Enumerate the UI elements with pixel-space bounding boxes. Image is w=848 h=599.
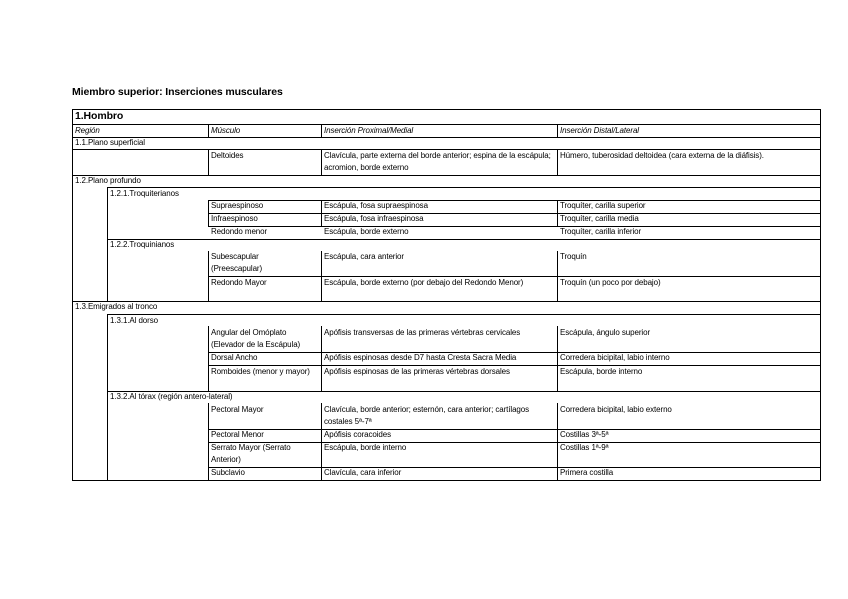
proximal-insertion: Apófisis transversas de las primeras vértebras cervicales: [324, 328, 521, 337]
row-divider: [208, 226, 821, 227]
table-border-bottom: [72, 480, 821, 481]
muscle-name: Subescapular (Preescapular): [211, 252, 263, 273]
proximal-insertion: Escápula, borde interno: [324, 443, 407, 452]
muscle-name: Deltoides: [211, 151, 244, 160]
muscle-name: Serrato Mayor (Serrato Anterior): [211, 443, 291, 464]
subgroup-troquinianos: 1.2.2.Troquinianos: [110, 240, 175, 249]
col-divider: [107, 314, 108, 480]
col-divider: [208, 326, 209, 391]
insertions-table: [72, 109, 821, 481]
header-musculo: Músculo: [211, 126, 241, 135]
proximal-insertion: Apófisis espinosas desde D7 hasta Cresta Sacra Media: [324, 353, 517, 362]
col-divider: [208, 124, 209, 137]
page-title: Miembro superior: Inserciones musculares: [72, 86, 283, 98]
col-divider: [107, 187, 108, 301]
muscle-name: Pectoral Mayor: [211, 405, 264, 414]
col-divider: [208, 403, 209, 480]
header-proximal: Inserción Proximal/Medial: [324, 126, 414, 135]
muscle-name: Redondo menor: [211, 227, 268, 236]
row-divider: [208, 467, 821, 468]
row-divider: [72, 124, 821, 125]
muscle-name: Supraespinoso: [211, 201, 264, 210]
row-divider: [208, 429, 821, 430]
muscle-name: Infraespinoso: [211, 214, 258, 223]
muscle-name: Subclavio: [211, 468, 245, 477]
table-border-left: [72, 109, 73, 481]
proximal-insertion: Clavícula, parte externa del borde anterior; espina de la escápula; acromion, borde externo: [324, 151, 551, 172]
proximal-insertion: Apófisis coracoides: [324, 430, 392, 439]
group-plano-profundo: 1.2.Plano profundo: [75, 176, 141, 185]
col-divider: [321, 403, 322, 480]
col-divider: [208, 251, 209, 301]
col-divider: [321, 124, 322, 137]
col-divider: [557, 403, 558, 480]
col-divider: [321, 149, 322, 175]
col-divider: [557, 124, 558, 137]
row-divider: [107, 314, 821, 315]
section-title: 1.Hombro: [75, 110, 124, 122]
col-divider: [557, 326, 558, 391]
muscle-name: Romboides (menor y mayor): [211, 367, 310, 376]
col-divider: [321, 200, 322, 227]
subgroup-al-torax: 1.3.2.Al tórax (región antero-lateral): [110, 392, 233, 401]
col-divider: [557, 200, 558, 227]
row-divider: [72, 137, 821, 138]
distal-insertion: Escápula, ángulo superior: [560, 328, 651, 337]
distal-insertion: Troquíter, carilla media: [560, 214, 639, 223]
muscle-name: Pectoral Menor: [211, 430, 264, 439]
proximal-insertion: Escápula, cara anterior: [324, 252, 404, 261]
header-region: Región: [75, 126, 100, 135]
row-divider: [107, 187, 821, 188]
row-divider: [208, 213, 821, 214]
distal-insertion: Corredera bicipital, labio interno: [560, 353, 670, 362]
subgroup-al-dorso: 1.3.1.Al dorso: [110, 316, 158, 325]
row-divider: [107, 239, 821, 240]
row-divider: [72, 175, 821, 176]
distal-insertion: Primera costilla: [560, 468, 614, 477]
header-distal: Inserción Distal/Lateral: [560, 126, 639, 135]
distal-insertion: Húmero, tuberosidad deltoidea (cara externa de la diáfisis).: [560, 151, 764, 160]
distal-insertion: Troquíter, carilla superior: [560, 201, 646, 210]
row-divider: [72, 301, 821, 302]
col-divider: [321, 326, 322, 391]
distal-insertion: Troquín: [560, 252, 587, 261]
proximal-insertion: Escápula, fosa supraespinosa: [324, 201, 428, 210]
proximal-insertion: Clavícula, borde anterior; esternón, cara anterior; cartílagos costales 5ª-7ª: [324, 405, 530, 426]
row-divider: [208, 200, 821, 201]
subgroup-troquiterianos: 1.2.1.Troquiterianos: [110, 189, 179, 198]
distal-insertion: Corredera bicipital, labio externo: [560, 405, 672, 414]
proximal-insertion: Escápula, borde externo (por debajo del Redondo Menor): [324, 278, 524, 287]
col-divider: [208, 200, 209, 227]
muscle-name: Angular del Omóplato (Elevador de la Escápula): [211, 328, 301, 349]
group-plano-superficial: 1.1.Plano superficial: [75, 138, 145, 147]
col-divider: [321, 251, 322, 301]
proximal-insertion: Clavícula, cara inferior: [324, 468, 402, 477]
muscle-name: Redondo Mayor: [211, 278, 267, 287]
proximal-insertion: Escápula, borde externo: [324, 227, 409, 236]
group-emigrados-tronco: 1.3.Emigrados al tronco: [75, 302, 158, 311]
proximal-insertion: Apófisis espinosas de las primeras vértebras dorsales: [324, 367, 510, 376]
distal-insertion: Troquín (un poco por debajo): [560, 278, 661, 287]
col-divider: [557, 149, 558, 175]
proximal-insertion: Escápula, fosa infraespinosa: [324, 214, 424, 223]
col-divider: [557, 251, 558, 301]
table-border-top: [72, 109, 821, 110]
table-border-right: [820, 109, 821, 481]
col-divider: [208, 149, 209, 175]
distal-insertion: Troquíter, carilla inferior: [560, 227, 642, 236]
distal-insertion: Costillas 1ª-9ª: [560, 443, 609, 452]
distal-insertion: Escápula, borde interno: [560, 367, 643, 376]
distal-insertion: Costillas 3ª-5ª: [560, 430, 609, 439]
muscle-name: Dorsal Ancho: [211, 353, 258, 362]
